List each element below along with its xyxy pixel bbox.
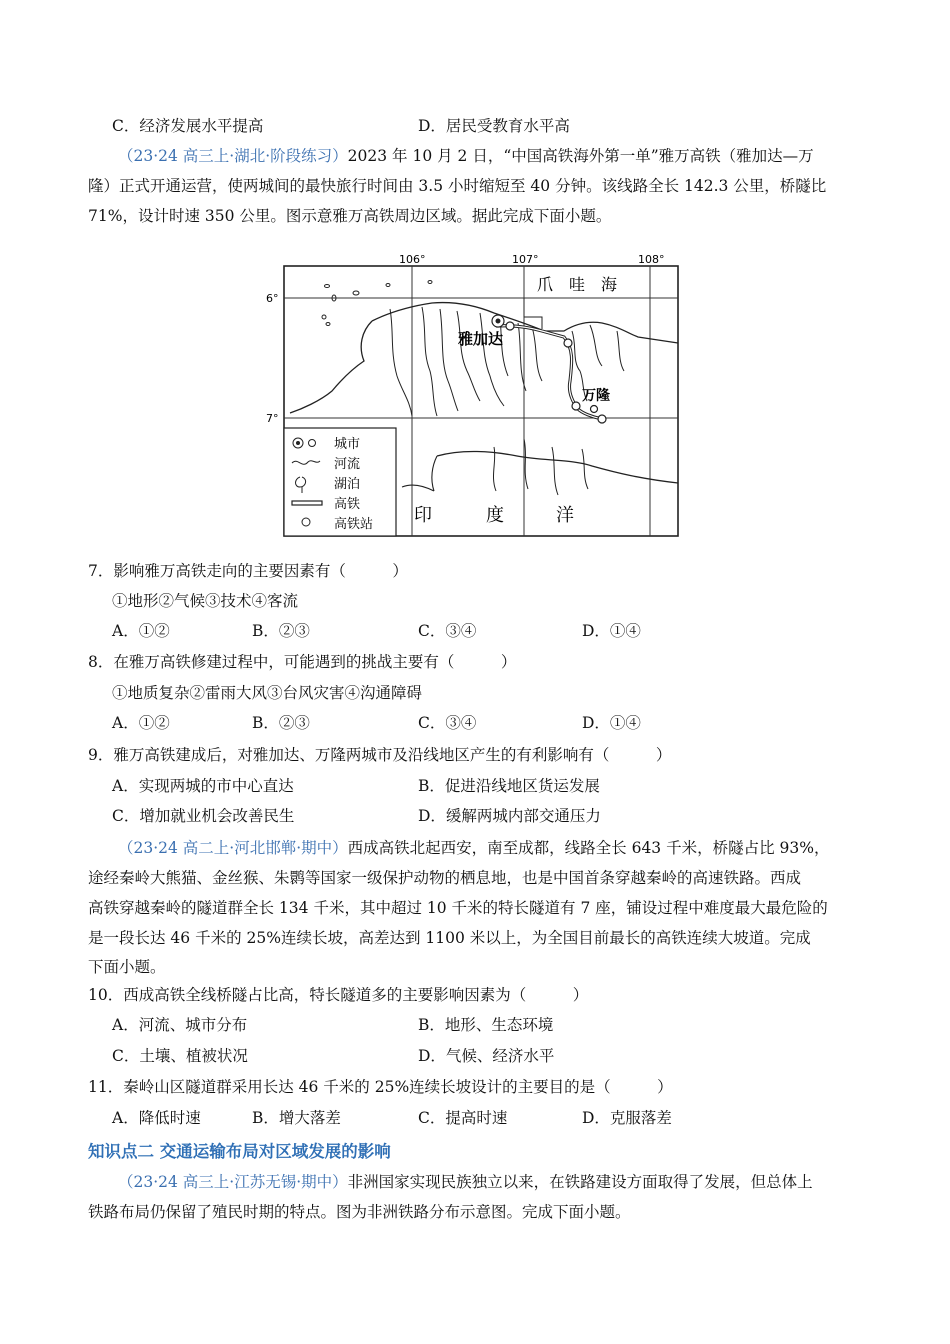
q9-option-d: D．缓解两城内部交通压力	[418, 807, 601, 825]
intro1-source: （23·24 高三上·湖北·阶段练习）	[118, 147, 348, 165]
q7-option-c: C．③④	[418, 622, 477, 640]
station	[598, 415, 606, 423]
city-bandung-symbol	[591, 406, 598, 413]
city-jakarta-label: 雅加达	[458, 330, 504, 348]
q6-option-c: C．经济发展水平提高	[112, 117, 264, 135]
q11-option-a: A．降低时速	[112, 1109, 201, 1127]
intro2-line3: 高铁穿越秦岭的隧道群全长 134 千米，其中超过 10 千米的特长隧道有 7 座，铺设过程中难度最大最危险的	[88, 899, 828, 917]
q10-option-d: D．气候、经济水平	[418, 1047, 555, 1065]
legend-railway-icon	[292, 501, 322, 505]
intro3-line1: （23·24 高三上·江苏无锡·期中）非洲国家实现民族独立以来，在铁路建设方面取得了发展，但总体上	[118, 1173, 813, 1191]
intro1-line2: 隆）正式开通运营，使两城间的最快旅行时间由 3.5 小时缩短至 40 分钟。该线路全长 142.3 公里，桥隧比	[88, 177, 827, 195]
q9-option-b: B．促进沿线地区货运发展	[418, 777, 600, 795]
q8-items: ①地质复杂②雷雨大风③台风灾害④沟通障碍	[112, 684, 423, 702]
q11-option-c: C．提高时速	[418, 1109, 508, 1127]
q10-option-a: A．河流、城市分布	[112, 1016, 248, 1034]
intro1-line3: 71%，设计时速 350 公里。图示意雅万高铁周边区域。据此完成下面小题。	[88, 207, 612, 225]
q11-option-b: B．增大落差	[252, 1109, 341, 1127]
q7-stem: 7．影响雅万高铁走向的主要因素有（ ）	[88, 562, 408, 580]
intro2-line1: （23·24 高二上·河北邯郸·期中）西成高铁北起西安，南至成都，线路全长 643 千米，桥隧占比 93%，	[118, 839, 830, 857]
q8-option-d: D．①④	[582, 714, 641, 732]
q8-stem: 8．在雅万高铁修建过程中，可能遇到的挑战主要有（ ）	[88, 653, 517, 671]
sea-label-2: 哇	[569, 275, 586, 294]
legend-station: 高铁站	[334, 517, 374, 532]
q7-items: ①地形②气候③技术④客流	[112, 592, 299, 610]
lat-6: 6°	[266, 292, 279, 305]
legend-river: 河流	[334, 457, 361, 472]
legend-lake: 湖泊	[334, 477, 361, 492]
station	[572, 402, 580, 410]
intro2-line5: 下面小题。	[88, 958, 166, 976]
q11-stem: 11．秦岭山区隧道群采用长达 46 千米的 25%连续长坡设计的主要目的是（ ）	[88, 1078, 673, 1096]
q8-option-b: B．②③	[252, 714, 310, 732]
intro1-line1: （23·24 高三上·湖北·阶段练习）2023 年 10 月 2 日，“中国高铁海外第一单”雅万高铁（雅加达—万	[118, 147, 814, 165]
q10-option-c: C．土壤、植被状况	[112, 1047, 248, 1065]
q9-option-a: A．实现两城的市中心直达	[112, 777, 294, 795]
q8-option-a: A．①②	[112, 714, 170, 732]
intro2-line2: 途经秦岭大熊猫、金丝猴、朱鹮等国家一级保护动物的栖息地，也是中国首条穿越秦岭的高速铁路。西成	[88, 869, 802, 887]
legend-city: 城市	[334, 437, 361, 452]
station	[506, 322, 514, 330]
ocean-label-1: 印	[414, 505, 432, 526]
yawan-railway-map	[266, 251, 690, 543]
lon-107: 107°	[512, 253, 539, 266]
lat-7: 7°	[266, 412, 279, 425]
sea-label-1: 爪	[537, 275, 554, 294]
q10-stem: 10．西成高铁全线桥隧占比高，特长隧道多的主要影响因素为（ ）	[88, 986, 589, 1004]
station	[564, 339, 572, 347]
section-heading: 知识点二 交通运输布局对区域发展的影响	[88, 1142, 391, 1161]
lon-106: 106°	[399, 253, 426, 266]
q7-option-a: A．①②	[112, 622, 170, 640]
q8-option-c: C．③④	[418, 714, 477, 732]
q10-option-b: B．地形、生态环境	[418, 1016, 554, 1034]
intro2-source: （23·24 高二上·河北邯郸·期中）	[118, 839, 348, 857]
q9-option-c: C．增加就业机会改善民生	[112, 807, 295, 825]
intro3-line2: 铁路布局仍保留了殖民时期的特点。图为非洲铁路分布示意图。完成下面小题。	[88, 1203, 631, 1221]
q7-option-d: D．①④	[582, 622, 641, 640]
intro3-source: （23·24 高三上·江苏无锡·期中）	[118, 1173, 348, 1191]
q9-stem: 9．雅万高铁建成后，对雅加达、万隆两城市及沿线地区产生的有利影响有（ ）	[88, 746, 672, 764]
legend-railway: 高铁	[334, 497, 361, 512]
lon-108: 108°	[638, 253, 665, 266]
q7-option-b: B．②③	[252, 622, 310, 640]
ocean-label-3: 洋	[556, 505, 574, 526]
legend-station-icon	[302, 518, 310, 526]
q11-option-d: D．克服落差	[582, 1109, 672, 1127]
sea-label-3: 海	[601, 275, 618, 294]
ocean-label-2: 度	[486, 505, 504, 526]
intro2-line4: 是一段长达 46 千米的 25%连续长坡，高差达到 1100 米以上，为全国目前最长的高铁连续大坡道。完成	[88, 929, 811, 947]
city-bandung-label: 万隆	[582, 388, 610, 404]
q6-option-d: D．居民受教育水平高	[418, 117, 570, 135]
